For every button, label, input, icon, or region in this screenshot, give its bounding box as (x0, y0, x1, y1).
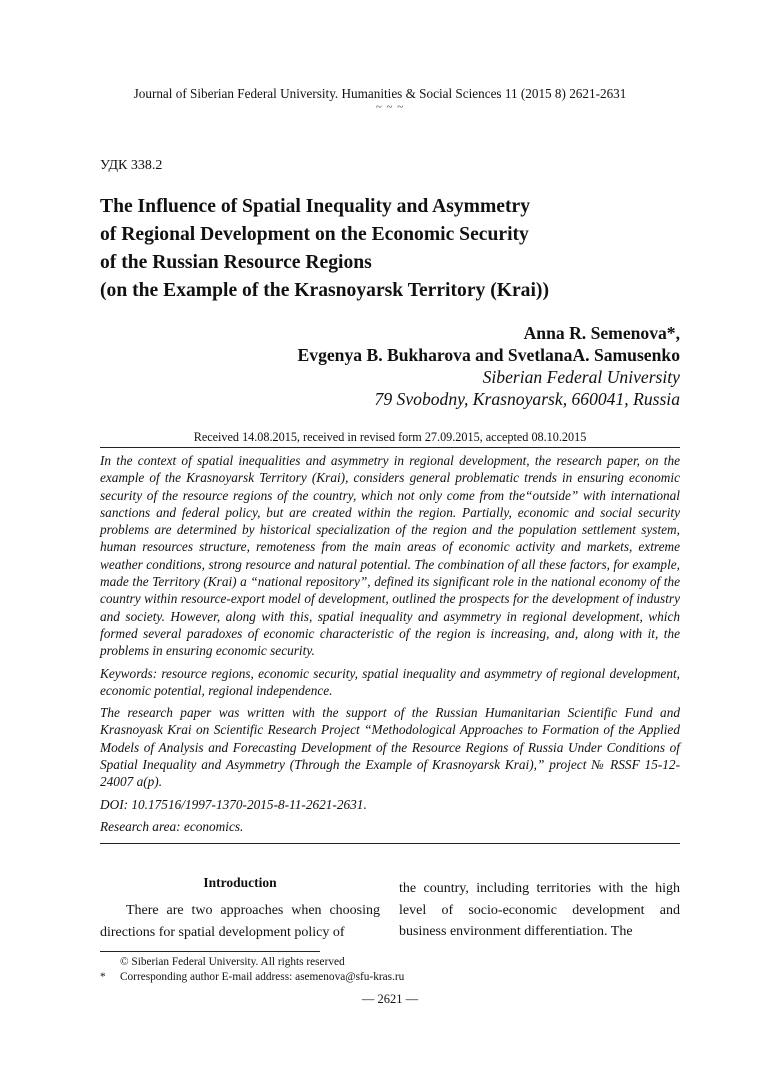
page-number: — 2621 — (361, 992, 419, 1006)
author-line-1: Anna R. Semenova*, (523, 323, 680, 343)
corresponding-note (100, 970, 404, 985)
title-line: of the Russian Resource Regions (100, 252, 372, 273)
doi: DOI: 10.17516/1997-1370-2015-8-11-2621-2631. (100, 796, 367, 812)
funding-note: The research paper was written with the support of the Russian Humanitarian Scientific Fund and Krasnoyask Krai on Scientific Research Project “Methodological Approaches to Formation of the Applied Models of Analysis and Forecasting Development of the Resource Regions of Russia Under Conditions of Spatial Inequality and Asymmetry (Through the Example of Krasnoyarsk Krai),” project № RSSF 15-12-24007 a(p). (100, 705, 680, 790)
footnote-divider (100, 951, 320, 952)
title-line: The Influence of Spatial Inequality and Asymmetry (100, 196, 531, 217)
footnotes (100, 955, 404, 985)
introduction-heading: Introduction (203, 875, 277, 890)
copyright-note: © Siberian Federal University. All rights reserved (120, 956, 345, 968)
title-line: of Regional Development on the Economic Security (100, 224, 529, 245)
keywords: Keywords: resource regions, economic security, spatial inequality and asymmetry of regional development, economic potential, regional independence. (100, 665, 680, 698)
received-dates: Received 14.08.2015, received in revised form 27.09.2015, accepted 08.10.2015 (193, 430, 587, 444)
intro-left-column: There are two approaches when choosing directions for spatial development policy of (100, 903, 380, 940)
abstract-section (100, 452, 680, 840)
address: 79 Svobodny, Krasnoyarsk, 660041, Russia (374, 389, 680, 409)
author-line-2: Evgenya B. Bukharova and SvetlanaA. Samusenko (297, 345, 680, 365)
research-area: Research area: economics. (100, 818, 244, 834)
paper-title (100, 193, 660, 305)
udk-code: УДК 338.2 (100, 158, 163, 173)
intro-right-column: the country, including territories with the high level of socio-economic development and business environment differentiation. The (399, 881, 680, 939)
header-ornament: ~ ~ ~ (375, 101, 405, 113)
abstract-text: In the context of spatial inequalities and asymmetry in regional development, the research paper, on the example of the Krasnoyarsk Territory (Krai), considers general problematic trends in ensuring economic security of the resource regions of the country, which not only come from the“outside” with international sanctions and federal policy, but are created within the region. Partially, economic and social security problems are determined by historical specialization of the region and the population settlement system, human resources structure, remoteness from the main areas of economic activity and markets, extreme weather conditions, strong resource and natural potential. The combination of all these factors, for example, made the Territory (Krai) a “national repository”, defined its significant role in the national economy of the country within resource-export model of development, outlined the prospects for the development of industry and society. However, along with this, spatial inequality and asymmetry in regional development, which formed several paradoxes of economic characteristic of the region is increasing, and, along with it, the problems in ensuring economic security. (100, 453, 680, 659)
affiliation: Siberian Federal University (482, 367, 680, 387)
authors-block (298, 322, 680, 410)
corresponding-text: Corresponding author E-mail address: asemenova@sfu-kras.ru (120, 971, 405, 983)
top-divider (100, 447, 680, 448)
footnote-star: * (100, 971, 106, 983)
title-line: (on the Example of the Krasnoyarsk Territory (Krai)) (100, 280, 549, 301)
bottom-divider (100, 843, 680, 844)
journal-header: Journal of Siberian Federal University. Humanities & Social Sciences 11 (2015 8) 2621-2631 (133, 86, 627, 101)
